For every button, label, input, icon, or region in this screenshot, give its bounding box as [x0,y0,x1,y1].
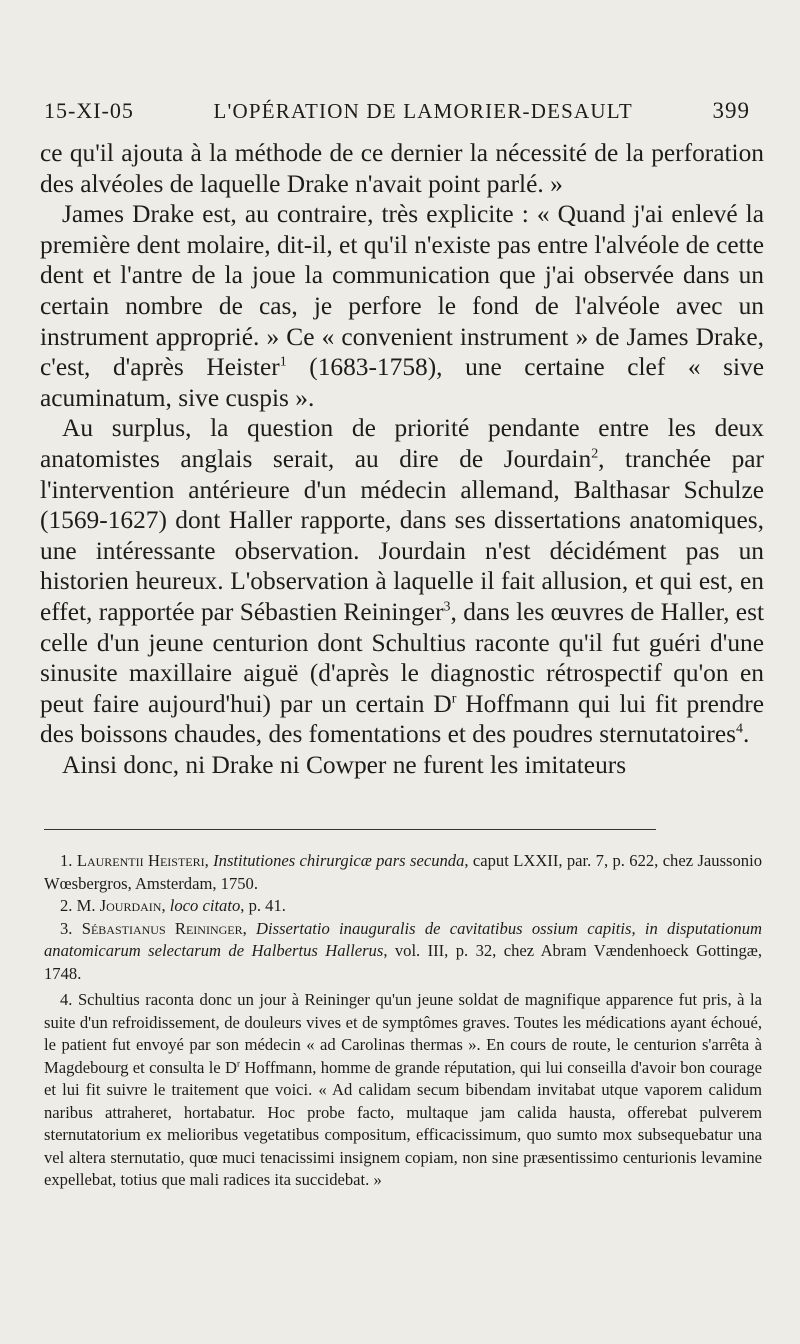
footnote-title: loco citato [169,896,241,915]
doctor-abbrev: r [451,691,457,707]
footnote-2 [44,895,762,918]
header-title: L'OPÉRATION DE LAMORIER-DESAULT [213,99,633,123]
footnote-ref[interactable]: 4 [736,721,743,737]
footnote-3 [44,918,762,986]
footnote-text: Hoffmann, homme de grande réputation, qui lui conseilla d'avoir bon courage et lui fit suivre le traitement que voici. « Ad calidam secum bibendam invitabat utque vaporem calidum naribus attraheret, hortabatur. Hoc probe facto, multaque jam calida hausta, offerebat pulverem sternutatorium ex melioribus vegetatibus compositum, efficacissimum, quo sumto mox subsequebatur una vel altera sternutatio, quœ muci tenacissimi insignem copiam, non sine præsentissimo centurionis levamine expellebat, totius que mali radices ita succidebat. » [44,1057,762,1189]
footnote-sep: , [242,918,257,938]
footnote-divider [44,829,656,830]
doctor-abbrev: r [236,1057,241,1068]
paragraph-3 [40,413,764,750]
paragraph-1 [40,138,764,199]
paragraph-2 [40,199,764,413]
header-date: 15-XI-05 [44,98,134,123]
footnote-text: , p. 41. [240,896,286,915]
footnote-title: Dissertatio inauguralis de cavitatibus ossium capitis, in disputationum anatomicarum selectarum de Halbertus Hallerus [44,918,763,960]
running-header [44,98,750,124]
footnote-sep: , [204,851,214,870]
paragraph-text: Hoffmann qui lui fit prendre des boissons chaudes, des fomentations et des poudres sternutatoires [40,689,764,749]
paragraph-text: Ainsi donc, ni Drake ni Cowper ne furent les imitateurs [62,750,627,779]
footnote-ref[interactable]: 3 [443,599,451,615]
footnotes [44,850,762,1192]
footnote-4 [44,989,762,1192]
footnote-text: , caput LXXII, par. 7, p. 622, chez Jaussonio Wœsbergros, Amsterdam, 1750. [44,851,762,893]
footnote-1 [44,850,762,895]
paragraph-text: ce qu'il ajouta à la méthode de ce dernier la nécessité de la perforation des alvéoles de laquelle Drake n'avait point parlé. » [40,139,764,198]
footnote-text: 4. Schultius raconta donc un jour à Reininger qu'un jeune soldat de magnifique apparence fut pris, à la suite d'un refroidissement, de douleurs vives et de symptômes graves. Toutes les médications ayant échoué, le patient fut envoyé par son médecin « ad Carolinas thermas ». En cours de route, le centurion s'arrêta à Magdebourg et consulta le D [44,990,762,1077]
paragraph-text: , tranchée par l'intervention antérieure d'un médecin allemand, Balthasar Schulze (1569-1627) dont Haller rapporte, dans ses dissertations anatomiques, une intéressante observation. Jourdain n'est décidément pas un historien heureux. L'observation à laquelle il fait allusion, et qui est, en effet, rapportée par Sébastien Reininger [40,444,764,626]
page-number: 399 [712,98,750,123]
footnote-author: Jourdain [99,896,162,915]
footnote-ref[interactable]: 2 [591,446,599,462]
main-text [40,138,764,780]
paragraph-4 [40,750,764,781]
paragraph-text: James Drake est, au contraire, très explicite : « Quand j'ai enlevé la première dent molaire, dit-il, et qu'il n'existe pas entre l'alvéole de cette dent et l'antre de la joue la communication que j'ai observée dans un certain nombre de cas, je perfore le fond de l'alvéole avec un instrument approprié. » Ce « convenient instrument » de James Drake, c'est, d'après Heister [40,200,764,382]
footnote-text: , vol. III, p. 32, chez Abram Vændenhoeck Gottingæ, 1748. [44,941,762,983]
footnote-title: Institutiones chirurgicæ pars secunda [213,851,465,870]
footnote-sep: , [161,896,170,915]
footnote-author: Laurentii Heisteri [76,851,205,870]
footnote-number: 1. [60,851,77,870]
paragraph-text: (1683-1758), une certaine clef « sive acuminatum, sive cuspis ». [40,353,764,412]
footnote-ref[interactable]: 1 [279,354,287,370]
paragraph-text: Au surplus, la question de priorité pendante entre les deux anatomistes anglais serait, au dire de Jourdain [40,414,764,473]
footnote-number: 2. M. [60,896,100,915]
paragraph-text: . [742,720,750,749]
footnote-number: 3. [60,918,82,938]
footnote-author: Sébastianus Reininger [81,918,243,938]
paragraph-text: , dans les œuvres de Haller, est celle d'un jeune centurion dont Schultius raconte qu'il fut guéri d'une sinusite maxillaire aiguë (d'après le diagnostic rétrospectif qu'on en peut faire aujourd'hui) par un certain D [40,597,765,718]
